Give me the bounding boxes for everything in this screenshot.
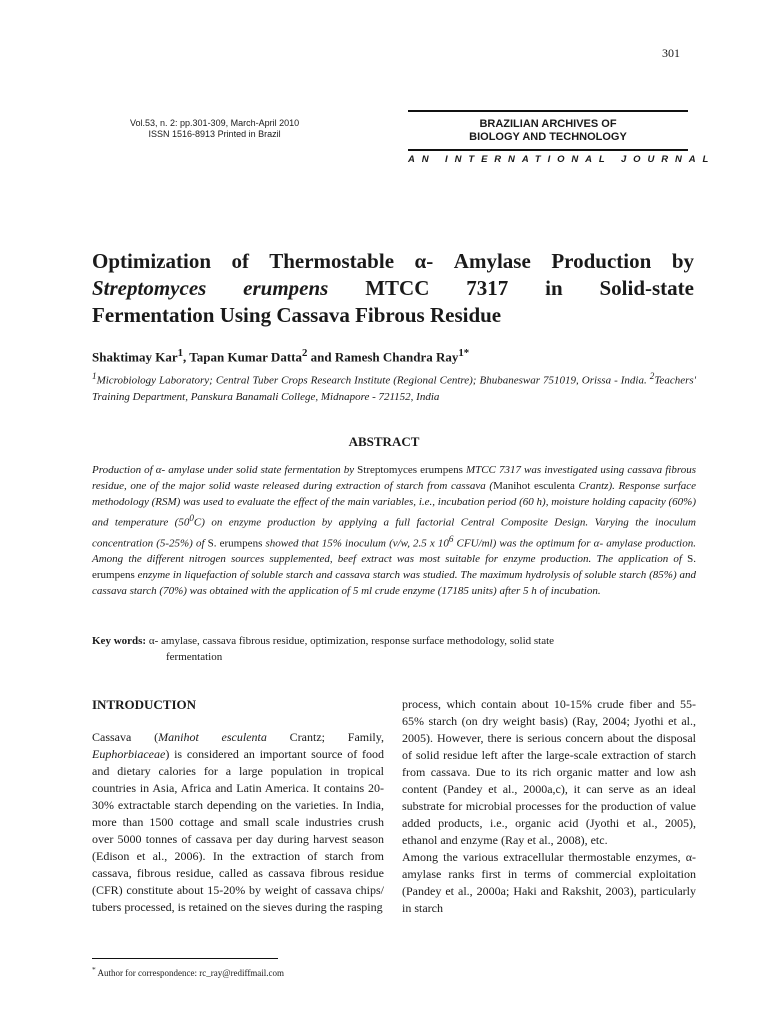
body-italic-species: Manihot esculenta	[158, 730, 267, 744]
abstract-superscript: 0	[189, 513, 194, 523]
abstract-text-segment: MTCC 7317 was investigated using cassava fibrous residue, one of the major solid waste released during extraction of starch from cassava (	[92, 464, 696, 492]
journal-name	[408, 110, 688, 144]
keywords-label: Key words:	[92, 635, 147, 647]
affil-marker-2: 2	[649, 371, 655, 381]
title-line-2	[92, 275, 694, 302]
abstract-species: Manihot esculenta	[493, 480, 575, 492]
issn-line: ISSN 1516-8913 Printed in Brazil	[148, 129, 281, 139]
title-line-1: Optimization of Thermostable α- Amylase Production by	[92, 249, 694, 273]
body-text-segment: Crantz; Family,	[266, 730, 384, 744]
abstract-superscript: 6	[448, 533, 454, 544]
author-2-affil: 2	[301, 347, 308, 359]
abstract-species: S. erumpens	[92, 553, 696, 582]
abstract-text-segment: CFU/ml) was the optimum for α- amylase production. Among the different nitrogen sources supplemented, beef extract was most suitable for enzyme production. The application of	[92, 537, 696, 566]
journal-name-line1: BRAZILIAN ARCHIVES OF	[479, 118, 617, 130]
body-paragraph: process, which contain about 10-15% crude fiber and 55-65% starch (on dry weight basis) (Ray, 2004; Jyothi et al., 2005). However, there is serious concern about the disposal of solid residue left after the large-scale extraction of starch from cassava. Due to its rich organic matter and low ash content (Pandey et al., 2000a,c), it can serve as an ideal substrate for microbial processes for the production of value added products, i.e., organic acid (Jyothi et al., 2005), ethanol and enzyme (Ray et al., 2008), etc.	[402, 697, 696, 847]
author-separator: and	[307, 349, 335, 365]
abstract-text	[92, 462, 696, 599]
body-italic-family: Euphorbiaceae	[92, 747, 166, 761]
author-3: Ramesh Chandra Ray	[334, 349, 459, 365]
title-line-3: Fermentation Using Cassava Fibrous Residue	[92, 303, 502, 327]
keywords-text: α- amylase, cassava fibrous residue, optimization, response surface methodology, solid state	[146, 635, 555, 647]
page-number: 301	[662, 46, 680, 60]
journal-name-line2: BIOLOGY AND TECHNOLOGY	[469, 131, 627, 143]
keywords	[92, 633, 696, 665]
author-1-affil: 1	[177, 347, 184, 359]
author-1: Shaktimay Kar	[92, 349, 178, 365]
footnote-rule	[92, 958, 278, 959]
abstract-text-segment: showed that 15% inoculum (v/w, 2.5 x 10	[262, 537, 449, 550]
affiliations	[92, 368, 696, 405]
affiliation-2: Teachers' Training Department, Panskura Banamali College, Midnapore - 721152, India	[92, 374, 696, 403]
footnote-marker: *	[92, 965, 96, 974]
journal-tagline: AN INTERNATIONAL JOURNAL	[408, 154, 716, 165]
author-2: Tapan Kumar Datta	[189, 349, 302, 365]
affil-marker-1: 1	[92, 371, 97, 381]
author-separator: ,	[183, 349, 190, 365]
author-3-affil: 1*	[458, 347, 470, 359]
body-text-segment: Cassava (	[92, 730, 159, 744]
volume-info	[130, 118, 299, 140]
abstract-species: Streptomyces erumpens	[357, 464, 463, 476]
introduction-heading: INTRODUCTION	[92, 697, 197, 712]
abstract-species: S. erumpens	[207, 537, 263, 550]
volume-line: Vol.53, n. 2: pp.301-309, March-April 2010	[130, 118, 300, 128]
footnote	[92, 965, 284, 978]
title-strain: MTCC 7317 in Solid-state	[328, 276, 694, 300]
abstract-heading: ABSTRACT	[348, 434, 420, 449]
left-column-text	[92, 729, 384, 916]
journal-rule	[408, 149, 688, 151]
body-paragraph: Among the various extracellular thermostable enzymes, α- amylase ranks first in terms of commercial exploitation (Pandey et al., 2000a; Haki and Rakshit, 2003), particularly in starch	[402, 850, 696, 915]
right-column-text	[402, 696, 696, 917]
affiliation-1: Microbiology Laboratory; Central Tuber Crops Research Institute (Regional Centre); Bhubaneswar 751019, Orissa - India.	[96, 374, 650, 387]
abstract-text-segment: Production of α- amylase under solid state fermentation by	[92, 464, 358, 476]
body-text-segment: ) is considered an important source of food and dietary calories for a large population in tropical countries in Asia, Africa and Latin America. It contains 20-30% extractable starch depending on the varieties. In India, more than 1500 cottage and small scale industries crush over 5000 tonnes of cassava per day during harvest season (Edison et al., 2006). In the extraction of starch from cassava, fibrous residue, called as cassava fibrous residue (CFR) constitute about 15-20% by weight of cassava chips/ tubers processed, is retained on the sieves during the rasping	[92, 747, 384, 914]
title-species: Streptomyces erumpens	[92, 276, 329, 300]
abstract-text-segment: enzyme in liquefaction of soluble starch and cassava starch was studied. The maximum hydrolysis of soluble starch (85%) and cassava starch (70%) was obtained with the application of 5 ml crude enzyme (17185 units) after 5 h of incubation.	[92, 569, 696, 598]
abstract-text-segment: C) on enzyme production by applying a full factorial Central Composite Design. Varying the inoculum concentration (5-25%) of	[92, 516, 696, 550]
keywords-text-continued: fermentation	[166, 651, 223, 663]
abstract-text-segment: Crantz). Response surface methodology (RSM) was used to evaluate the effect of the main variables, i.e., incubation period (60 h), moisture holding capacity (60%) and temperature (50	[92, 480, 696, 529]
footnote-text: Author for correspondence: rc_ray@rediffmail.com	[95, 968, 285, 978]
author-list	[92, 347, 469, 365]
paper-title	[92, 248, 694, 329]
